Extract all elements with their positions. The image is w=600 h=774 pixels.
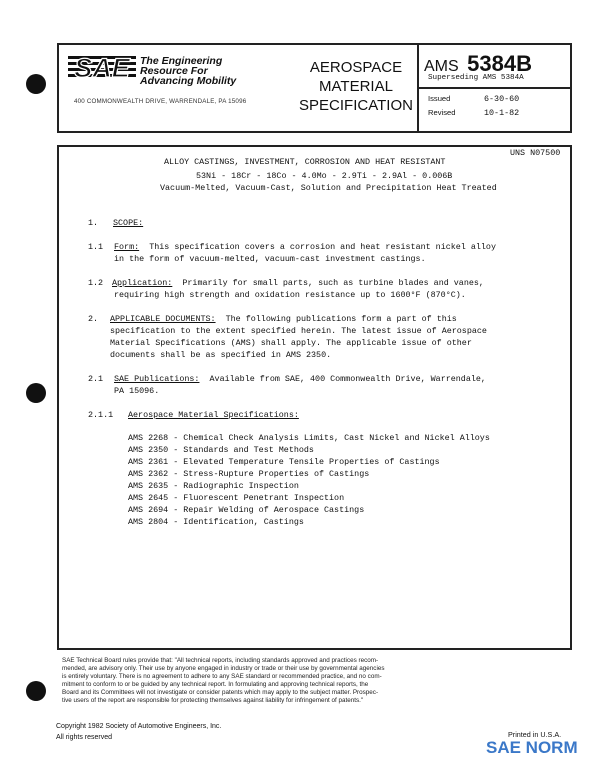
superseding-note: Superseding AMS 5384A <box>428 74 524 82</box>
section-2-1-heading: SAE Publications: <box>114 374 200 384</box>
section-2-1-1-number: 2.1.1 <box>88 410 114 420</box>
doc-type-line-3: SPECIFICATION <box>299 97 413 114</box>
section-2-text-2: specification to the extent specified herein. The latest issue of Aerospace <box>110 326 487 336</box>
section-1-2-text-2: requiring high strength and oxidation resistance up to 1600°F (870°C). <box>114 290 466 300</box>
section-2-1-number: 2.1 <box>88 374 104 384</box>
section-2-heading: APPLICABLE DOCUMENTS: <box>110 314 216 324</box>
revised-date: 10-1-82 <box>484 108 520 118</box>
section-1-number: 1. <box>88 218 99 228</box>
section-2-number: 2. <box>88 314 99 324</box>
section-1-2-text-1: Primarily for small parts, such as turbine blades and vanes, <box>182 278 484 288</box>
note-line: is entirely voluntary. There is no agreement to adhere to any SAE standard or recommended practice, and no com- <box>62 673 382 680</box>
title-line-1: ALLOY CASTINGS, INVESTMENT, CORROSION AND HEAT RESISTANT <box>164 157 446 167</box>
spec-list-item: AMS 2635 - Radiographic Inspection <box>128 481 299 491</box>
title-line-2: 53Ni - 18Cr - 18Co - 4.0Mo - 2.9Ti - 2.9Al - 0.006B <box>196 171 453 181</box>
section-2-1-1-heading: Aerospace Material Specifications: <box>128 410 299 420</box>
issued-label: Issued <box>428 94 451 103</box>
doc-type <box>298 58 414 115</box>
spec-list-item: AMS 2268 - Chemical Check Analysis Limits, Cast Nickel and Nickel Alloys <box>128 433 490 443</box>
ams-prefix: AMS <box>424 58 459 75</box>
tagline-line-2: Resource For <box>140 65 208 77</box>
section-1-1-text-2: in the form of vacuum-melted, vacuum-cast investment castings. <box>114 254 426 264</box>
uns-number: UNS N07500 <box>510 148 561 158</box>
copyright: Copyright 1982 Society of Automotive Engineers, Inc. <box>56 723 222 730</box>
spec-list-item: AMS 2694 - Repair Welding of Aerospace Castings <box>128 505 365 515</box>
watermark-text: SAE NORM <box>486 738 578 757</box>
note-line: Board and its Committees will not investigate or consider patents which may apply to the subject matter. Prospec- <box>62 689 379 696</box>
note-line: mitment to conform to or be guided by any technical report. In formulating and approving technical reports, the <box>62 681 369 688</box>
section-1-1-heading: Form: <box>114 242 140 252</box>
section-1-1-number: 1.1 <box>88 242 104 252</box>
section-2-text-4: documents shall be as specified in AMS 2350. <box>110 350 332 360</box>
spec-list-item: AMS 2350 - Standards and Test Methods <box>128 445 314 455</box>
doc-type-line-2: MATERIAL <box>319 78 393 95</box>
title-line-3: Vacuum-Melted, Vacuum-Cast, Solution and Precipitation Heat Treated <box>160 183 497 193</box>
section-2-text-1: The following publications form a part of this <box>225 314 457 324</box>
note-line: SAE Technical Board rules provide that: "All technical reports, including standards approved and practices recom- <box>62 657 379 664</box>
rights-reserved: All rights reserved <box>56 734 113 741</box>
spec-list-item: AMS 2804 - Identification, Castings <box>128 517 304 527</box>
technical-board-note <box>62 657 385 705</box>
tagline-line-1: The Engineering <box>140 55 223 67</box>
section-1-2-heading: Application: <box>112 278 173 288</box>
printed-in: Printed in U.S.A. <box>508 730 562 739</box>
spec-list-item: AMS 2361 - Elevated Temperature Tensile Properties of Castings <box>128 457 440 467</box>
section-2-1-text-1: Available from SAE, 400 Commonwealth Drive, Warrendale, <box>209 374 486 384</box>
note-line: mended, are advisory only. Their use by anyone engaged in industry or trade or their use by governmental agencies <box>62 665 385 672</box>
issued-date: 6-30-60 <box>484 94 520 104</box>
sae-norm-watermark <box>486 738 578 758</box>
revised-label: Revised <box>428 108 456 117</box>
section-2-1-text-2: PA 15096. <box>114 386 160 396</box>
tagline-line-3: Advancing Mobility <box>140 75 237 87</box>
binder-hole-bottom <box>26 681 46 701</box>
ams-number: 5384B <box>467 51 532 76</box>
doc-type-line-1: AEROSPACE <box>309 59 403 76</box>
binder-hole-top <box>26 74 46 94</box>
spec-list-item: AMS 2645 - Fluorescent Penetrant Inspection <box>128 493 345 503</box>
section-1-title: SCOPE: <box>113 218 144 228</box>
spec-list-item: AMS 2362 - Stress-Rupture Properties of Castings <box>128 469 370 479</box>
binder-hole-middle <box>26 383 46 403</box>
sae-logo-text: SAE <box>74 53 130 81</box>
section-2-text-3: Material Specifications (AMS) shall apply. The applicable issue of other <box>110 338 472 348</box>
note-line: tive users of the report are responsible for protecting themselves against liability for infringement of patents." <box>62 697 364 704</box>
section-1-1-text-1: This specification covers a corrosion and heat resistant nickel alloy <box>149 242 496 252</box>
tagline <box>140 56 236 86</box>
sae-logo <box>68 53 136 81</box>
section-1-2-number: 1.2 <box>88 278 104 288</box>
sae-address: 400 COMMONWEALTH DRIVE, WARRENDALE, PA 15096 <box>74 98 247 105</box>
